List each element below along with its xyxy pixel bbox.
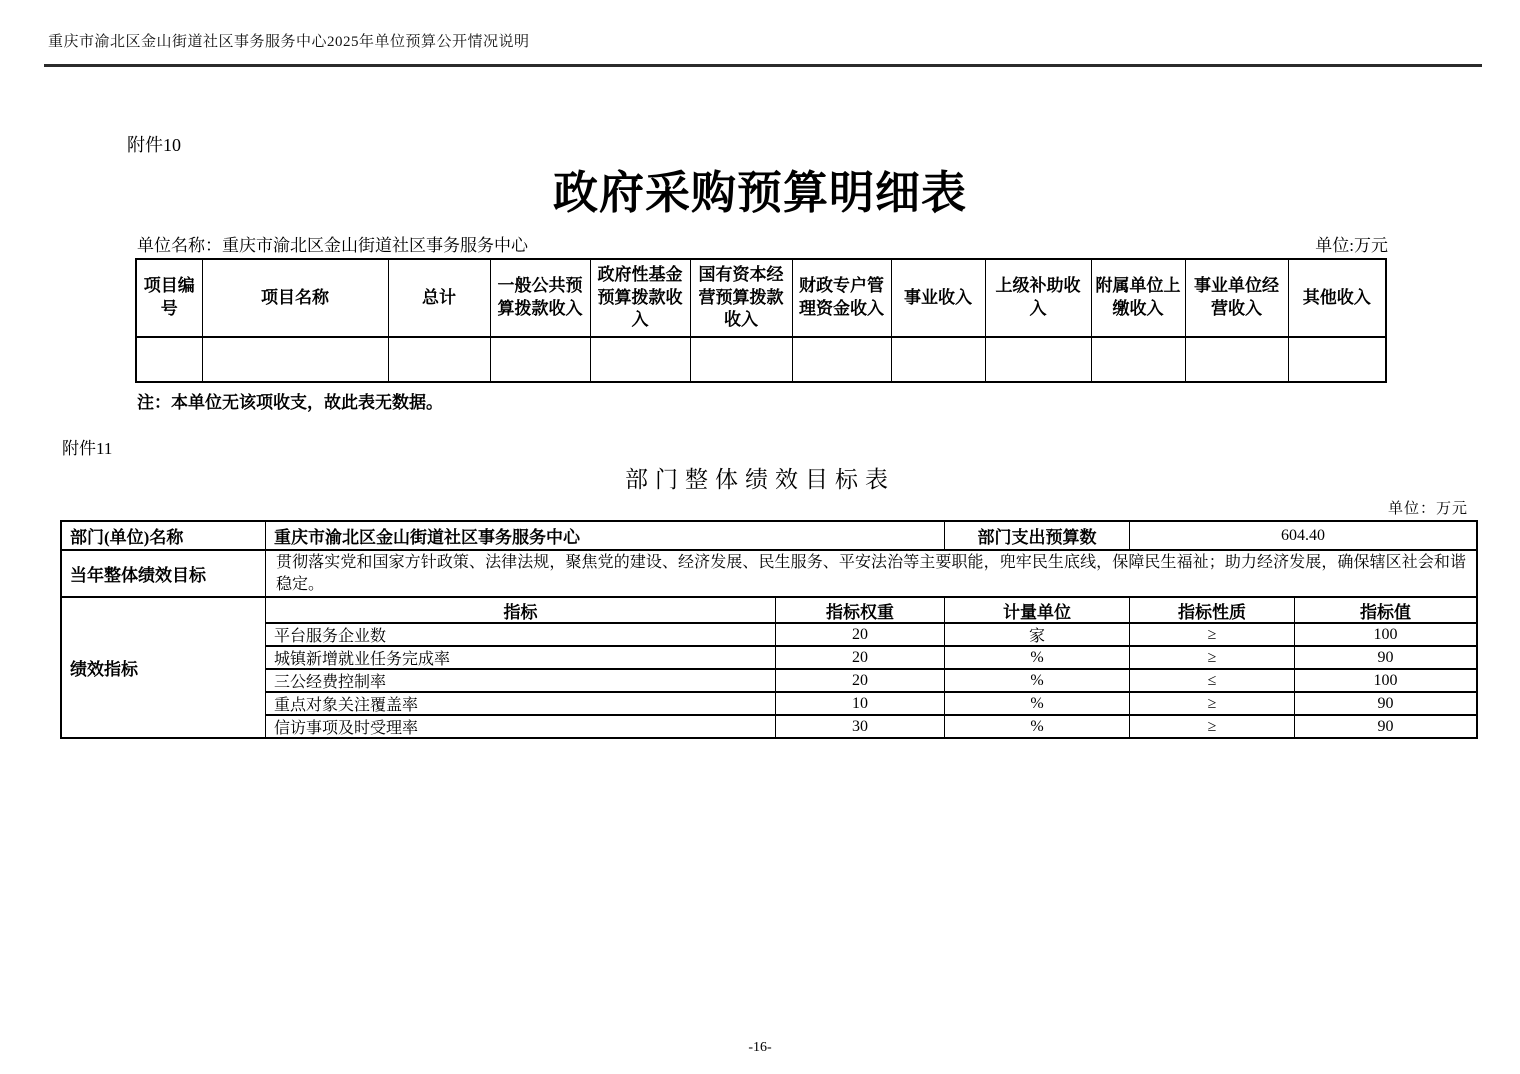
empty-cell <box>1091 337 1185 382</box>
empty-cell <box>1185 337 1288 382</box>
indicator-weight: 30 <box>776 716 944 737</box>
col-header-project-id: 项目编号 <box>136 259 202 337</box>
col-header-project-name: 项目名称 <box>202 259 388 337</box>
empty-cell <box>1288 337 1386 382</box>
indicator-weight: 20 <box>776 647 944 668</box>
indicator-nature: ≤ <box>1130 670 1294 691</box>
col-header-gov-fund: 政府性基金预算拨款收入 <box>590 259 690 337</box>
indicator-unit: % <box>945 693 1129 714</box>
attachment11-label: 附件11 <box>62 439 113 458</box>
col-header-total: 总计 <box>388 259 490 337</box>
empty-cell <box>985 337 1091 382</box>
dept-name-value: 重庆市渝北区金山街道社区事务服务中心 <box>266 522 944 549</box>
annual-goal-text: 贯彻落实党和国家方针政策、法律法规，聚焦党的建设、经济发展、民生服务、平安法治等主要职能，兜牢民生底线，保障民生福祉；助力经济发展，确保辖区社会和谐稳定。 <box>266 551 1476 596</box>
dept-name-label: 部门(单位)名称 <box>62 522 265 549</box>
indicator-name: 重点对象关注覆盖率 <box>266 693 775 714</box>
col-header-subordinate-remit: 附属单位上缴收入 <box>1091 259 1185 337</box>
empty-cell <box>792 337 891 382</box>
col-header-business-income: 事业收入 <box>891 259 985 337</box>
empty-cell <box>690 337 792 382</box>
indicator-value: 100 <box>1295 624 1476 645</box>
unit-name-text: 单位名称：重庆市渝北区金山街道社区事务服务中心 <box>137 236 528 255</box>
attachment10-label: 附件10 <box>127 135 181 155</box>
indicator-nature: ≥ <box>1130 716 1294 737</box>
header-nature: 指标性质 <box>1130 598 1294 622</box>
indicator-nature: ≥ <box>1130 647 1294 668</box>
procurement-budget-table <box>135 258 1387 383</box>
indicator-unit: 家 <box>945 624 1129 645</box>
header-indicator: 指标 <box>266 598 775 622</box>
indicator-unit: % <box>945 670 1129 691</box>
col-header-other-income: 其他收入 <box>1288 259 1386 337</box>
attachment10-title: 政府采购预算明细表 <box>552 168 967 218</box>
document-running-header: 重庆市渝北区金山街道社区事务服务中心2025年单位预算公开情况说明 <box>44 30 1482 67</box>
indicator-value: 90 <box>1295 693 1476 714</box>
indicator-weight: 20 <box>776 670 944 691</box>
perf-indicator-label: 绩效指标 <box>62 598 265 737</box>
indicator-nature: ≥ <box>1130 693 1294 714</box>
header-weight: 指标权重 <box>776 598 944 622</box>
header-unit: 计量单位 <box>945 598 1129 622</box>
empty-cell <box>891 337 985 382</box>
page-number: -16- <box>748 1040 772 1055</box>
indicator-name: 信访事项及时受理率 <box>266 716 775 737</box>
indicator-weight: 20 <box>776 624 944 645</box>
unit-of-measure-label: 单位:万元 <box>1315 236 1388 255</box>
performance-target-table <box>60 520 1478 739</box>
empty-cell <box>490 337 590 382</box>
empty-cell <box>136 337 202 382</box>
budget-label: 部门支出预算数 <box>945 522 1129 549</box>
attachment10-unit-line <box>137 231 1388 256</box>
col-header-superior-subsidy: 上级补助收入 <box>985 259 1091 337</box>
empty-cell <box>388 337 490 382</box>
indicator-name: 平台服务企业数 <box>266 624 775 645</box>
col-header-operating-income: 事业单位经营收入 <box>1185 259 1288 337</box>
indicator-nature: ≥ <box>1130 624 1294 645</box>
col-header-general-budget: 一般公共预算拨款收入 <box>490 259 590 337</box>
table-empty-row <box>136 337 1386 382</box>
indicator-weight: 10 <box>776 693 944 714</box>
indicator-value: 100 <box>1295 670 1476 691</box>
indicator-value: 90 <box>1295 647 1476 668</box>
budget-value: 604.40 <box>1130 522 1476 549</box>
col-header-fiscal-account: 财政专户管理资金收入 <box>792 259 891 337</box>
annual-goal-label: 当年整体绩效目标 <box>62 551 265 596</box>
attachment11-title: 部门整体绩效目标表 <box>625 467 895 492</box>
header-value: 指标值 <box>1295 598 1476 622</box>
col-header-state-capital: 国有资本经营预算拨款收入 <box>690 259 792 337</box>
indicator-value: 90 <box>1295 716 1476 737</box>
indicator-name: 三公经费控制率 <box>266 670 775 691</box>
empty-cell <box>590 337 690 382</box>
table-header-row <box>136 259 1386 337</box>
attachment11-unit-label: 单位：万元 <box>1387 501 1468 517</box>
indicator-name: 城镇新增就业任务完成率 <box>266 647 775 668</box>
no-data-note: 注：本单位无该项收支，故此表无数据。 <box>137 393 443 412</box>
empty-cell <box>202 337 388 382</box>
indicator-unit: % <box>945 647 1129 668</box>
indicator-unit: % <box>945 716 1129 737</box>
